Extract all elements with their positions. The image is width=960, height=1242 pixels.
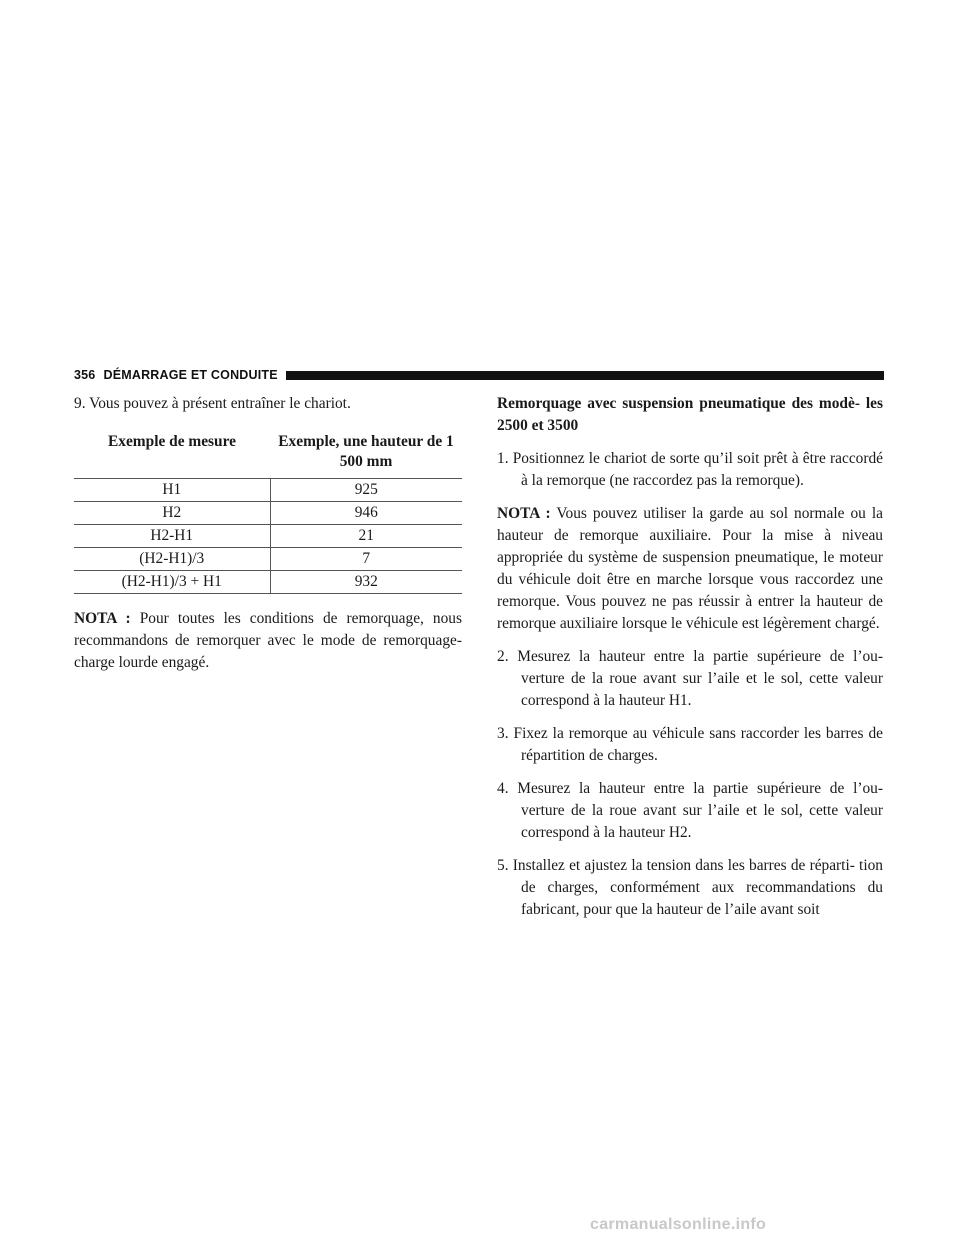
section-title: DÉMARRAGE ET CONDUITE xyxy=(103,368,278,382)
step-9: 9. Vous pouvez à présent entraîner le chariot. xyxy=(74,395,351,412)
table-cell: H2-H1 xyxy=(74,525,270,548)
table-cell: 21 xyxy=(270,525,462,548)
table-cell: 7 xyxy=(270,548,462,571)
step-2: 2. Mesurez la hauteur entre la partie supérieure de l’ou- verture de la roue avant sur l’aile et le sol, cette valeur correspond à la hauteur H1. xyxy=(497,648,883,709)
table-row xyxy=(74,548,462,571)
table-row xyxy=(74,525,462,548)
step-5: 5. Installez et ajustez la tension dans les barres de réparti- tion de charges, conformément aux recommandations du fabricant, pour que la hauteur de l’aile avant soit xyxy=(497,857,883,918)
note-label: NOTA : xyxy=(497,505,551,522)
header-rule xyxy=(286,371,884,380)
note-right xyxy=(497,503,883,635)
watermark: carmanualsonline.info xyxy=(590,1216,767,1233)
measurement-table xyxy=(74,428,462,594)
table-cell: 925 xyxy=(270,479,462,502)
table-cell: (H2-H1)/3 xyxy=(74,548,270,571)
subsection-title: Remorquage avec suspension pneumatique des modè- les 2500 et 3500 xyxy=(497,395,883,434)
note-label: NOTA : xyxy=(74,610,131,627)
right-column xyxy=(497,393,883,932)
table-cell: H1 xyxy=(74,479,270,502)
step-4: 4. Mesurez la hauteur entre la partie supérieure de l’ou- verture de la roue avant sur l’aile et le sol, cette valeur correspond à la hauteur H2. xyxy=(497,780,883,841)
table-cell: H2 xyxy=(74,502,270,525)
page-number: 356 xyxy=(74,368,96,382)
table-row xyxy=(74,479,462,502)
table-row xyxy=(74,571,462,594)
table-cell: (H2-H1)/3 + H1 xyxy=(74,571,270,594)
note-text: Vous pouvez utiliser la garde au sol normale ou la hauteur de remorque auxiliaire. Pour la mise à niveau appropriée du système de suspension pneumatique, le moteur du véhicule doit être en marche lorsque vous raccordez une remorque. Vous pouvez ne pas réussir à entrer la hauteur de remorque auxiliaire lorsque le véhicule est légèrement chargé. xyxy=(497,505,883,632)
note-text: Pour toutes les conditions de remorquage, nous recommandons de remorquer avec le mode de remorquage-charge lourde engagé. xyxy=(74,610,462,671)
note-left xyxy=(74,608,462,674)
left-column xyxy=(74,393,462,674)
table-cell: 946 xyxy=(270,502,462,525)
step-1: 1. Positionnez le chariot de sorte qu’il soit prêt à être raccordé à la remorque (ne raccordez pas la remorque). xyxy=(497,450,883,489)
step-3: 3. Fixez la remorque au véhicule sans raccorder les barres de répartition de charges. xyxy=(497,725,883,764)
table-cell: 932 xyxy=(270,571,462,594)
table-header-measure: Exemple de mesure xyxy=(74,428,270,479)
page-header xyxy=(74,366,884,384)
table-header-row xyxy=(74,428,462,479)
table-header-example: Exemple, une hauteur de 1 500 mm xyxy=(270,428,462,479)
table-row xyxy=(74,502,462,525)
